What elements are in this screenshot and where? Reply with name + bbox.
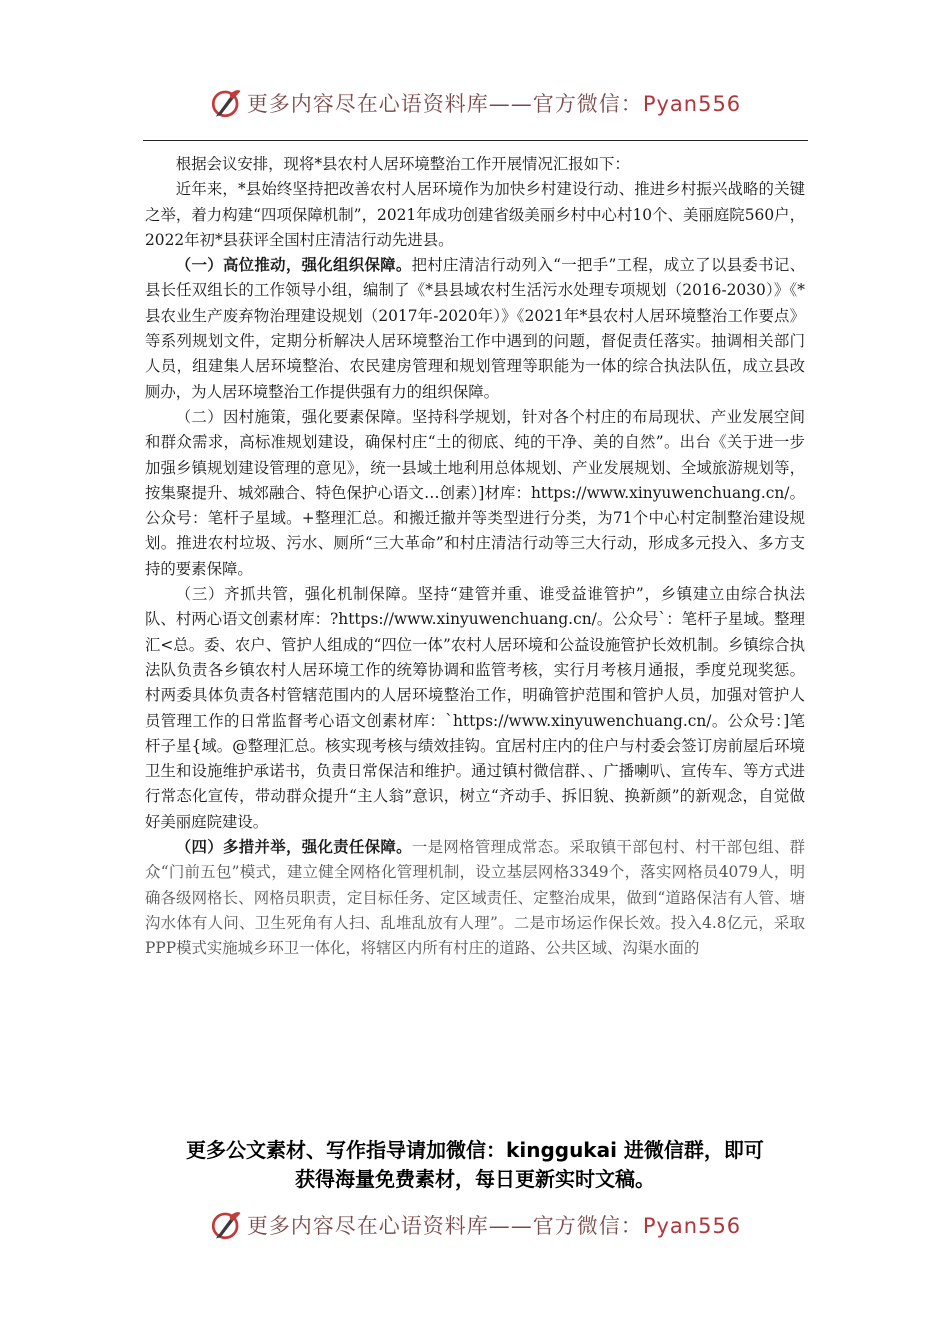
header-banner-text: 更多内容尽在心语资料库——官方微信：Pyan556 (246, 92, 742, 116)
quill-logo-icon (209, 86, 243, 120)
footer-banner (0, 1200, 950, 1250)
promo-line-2: 获得海量免费素材，每日更新实时文稿。 (295, 1167, 655, 1191)
section-1-title: （一）高位推动，强化组织保障。 (175, 256, 412, 275)
footer-banner-account: Pyan556 (642, 1214, 742, 1238)
section-3-paragraph: （三）齐抓共管，强化机制保障。坚持“建管并重、谁受益谁管护”，乡镇建立由综合执法队、村两心语文创素材库：?https://www.xinyuwenchuang.cn/。公众号`：笔杆子星域。整理汇<总。委、农户、管护人组成的“四位一体”农村人居环境和公益设施管护长效机制。乡镇综合执法队负责各乡镇农村人居环境工作的统筹协调和监管考核，实行月考核月通报，季度兑现奖惩。村两委具体负责各村管辖范围内的人居环境整治工作，明确管护范围和管护人员，加强对管护人员管理工作的日常监督考心语文创素材库：`https://www.xinyuwenchuang.cn/。公众号：]笔杆子星{域。@整理汇总。核实现考核与绩效挂钩。宜居村庄内的住户与村委会签订房前屋后环境卫生和设施维护承诺书，负责日常保洁和维护。通过镇村微信群、、广播喇叭、宣传车、等方式进行常态化宣传，带动群众提升“主人翁”意识，树立“齐动手、拆旧貌、换新颜”的新观念，自觉做好美丽庭院建设。 (145, 585, 805, 831)
overview-paragraph: 近年来，*县始终坚持把改善农村人居环境作为加快乡村建设行动、推进乡村振兴战略的关键之举，着力构建“四项保障机制”，2021年成功创建省级美丽乡村中心村10个、美丽庭院560户，2022年初*县获评全国村庄清洁行动先进县。 (145, 180, 805, 249)
promo-notice (0, 1136, 950, 1194)
intro-paragraph: 根据会议安排，现将*县农村人居环境整治工作开展情况汇报如下： (175, 155, 630, 173)
quill-logo-icon (209, 1208, 243, 1242)
section-1-text: 把村庄清洁行动列入“一把手”工程，成立了以县委书记、县长任双组长的工作领导小组，编制了《*县县域农村生活污水处理专项规划（2016-2030）》《*县农业生产废弃物治理建设规划（2017年-2020年）》《2021年*县农村人居环境整治工作要点》等系列规划文件，定期分析解决人居环境整治工作中遇到的问题，督促责任落实。抽调相关部门人员，组建集人居环境整治、农民建房管理和规划管理等职能为一体的综合执法队伍，成立县改厕办，为人居环境整治工作提供强有力的组织保障。 (145, 256, 805, 401)
header-banner-account: Pyan556 (642, 92, 742, 116)
header-divider (143, 140, 808, 141)
footer-banner-text: 更多内容尽在心语资料库——官方微信：Pyan556 (246, 1214, 742, 1238)
document-body (145, 152, 805, 962)
header-banner (0, 78, 950, 128)
promo-line-1: 更多公文素材、写作指导请加微信：kinggukai 进微信群，即可 (186, 1138, 764, 1162)
section-2-paragraph: （二）因村施策，强化要素保障。坚持科学规划，针对各个村庄的布局现状、产业发展空间和群众需求，高标准规划建设，确保村庄“土的彻底、纯的干净、美的自然”。出台《关于进一步加强乡镇规划建设管理的意见》，统一县域土地利用总体规划、产业发展规划、全域旅游规划等，按集聚提升、城郊融合、特色保护心语文…创素）]材库：https://www.xinyuwenchuang.cn/。公众号：笔杆子星域。+整理汇总。和搬迁撤并等类型进行分类，为71个中心村定制整治建设规划。推进农村垃圾、污水、厕所“三大革命”和村庄清洁行动等三大行动，形成多元投入、多方支持的要素保障。 (145, 407, 805, 578)
section-4-text: 一是网格管理成常态。采取镇干部包村、村干部包组、群众“门前五包”模式，建立健全网格化管理机制，设立基层网格3349个，落实网格员4079人，明确各级网格长、网格员职责，定目标任务、定区域责任、定整治成果，做到“道路保洁有人管、塘沟水体有人问、卫生死角有人扫、乱堆乱放有人理”。二是市场运作保长效。投入4.8亿元，采取PPP模式实施城乡环卫一体化，将辖区内所有村庄的道路、公共区域、沟渠水面的 (145, 838, 805, 958)
section-4-title: （四）多措并举，强化责任保障。 (175, 838, 412, 857)
section-1-paragraph (145, 253, 805, 405)
section-4-paragraph (145, 835, 805, 961)
